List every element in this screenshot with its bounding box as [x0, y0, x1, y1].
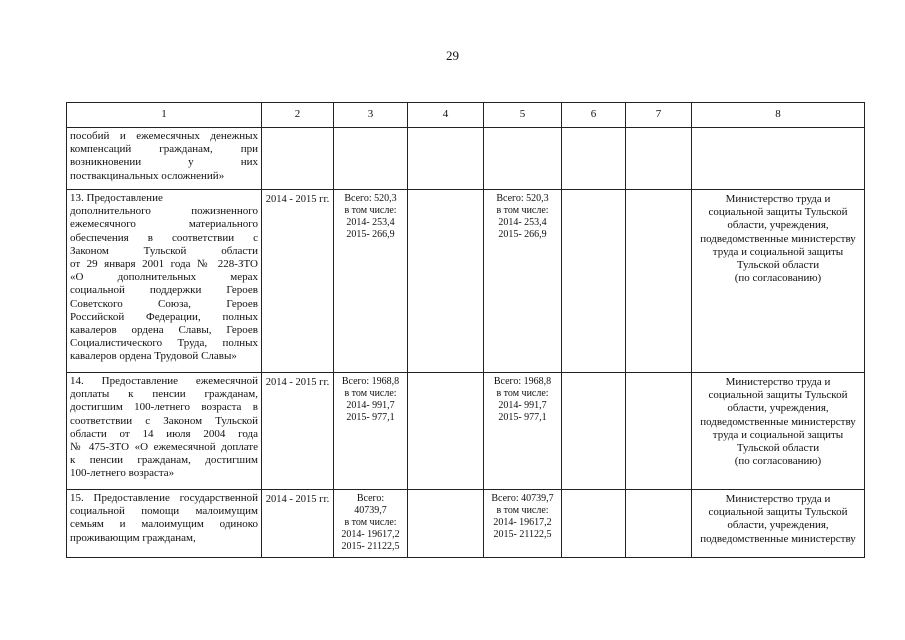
cell-line: Советского Союза, Героев: [70, 297, 258, 310]
cell-line: Министерство труда и: [725, 376, 831, 388]
cell-line: поствакцинальных осложнений»: [70, 169, 225, 182]
cell-line: Всего: 1968,8: [493, 376, 552, 387]
cell-line: доплаты к пенсии гражданам,: [70, 388, 258, 401]
cell-line: в том числе:: [496, 505, 549, 516]
cell-line: ежемесячного материального: [70, 218, 258, 231]
cell-line: социальной защиты Тульской: [708, 389, 848, 402]
cell-line: кавалеров ордена Трудовой Славы»: [70, 350, 237, 363]
funding-other-cell: [626, 490, 692, 558]
header-cell: 5: [484, 103, 562, 128]
cell-line: Всего: 520,3: [496, 193, 549, 204]
cell-line: в том числе:: [344, 517, 397, 528]
cell-line: № 475-ЗТО «О ежемесячной доплате: [70, 441, 258, 454]
cell-line: в том числе:: [344, 205, 397, 216]
cell-line: (по согласованию): [734, 272, 822, 285]
cell-line: Социалистического Труда, полных: [70, 337, 258, 350]
funding-federal-cell: [408, 373, 484, 490]
cell-line: 2014- 991,7: [498, 400, 547, 411]
cell-line: 13. Предоставление: [70, 192, 163, 204]
cell-line: 2015- 977,1: [498, 412, 547, 423]
cell-line: 14. Предоставление ежемесячной: [70, 375, 258, 387]
funding-regional-cell: [484, 373, 562, 490]
cell-line: пособий и ежемесячных денежных: [70, 130, 258, 142]
cell-line: 2015- 21122,5: [341, 541, 400, 552]
header-cell: 3: [334, 103, 408, 128]
measure-description-cell: [67, 190, 262, 373]
funding-other-cell: [626, 373, 692, 490]
cell-line: Российской Федерации, полных: [70, 310, 258, 323]
funding-other-cell: [626, 128, 692, 190]
funding-other-cell: [626, 190, 692, 373]
page-number: 29: [446, 48, 459, 63]
header-cell: 2: [262, 103, 334, 128]
cell-line: 2015- 266,9: [498, 229, 547, 240]
cell-line: «О дополнительных мерах: [70, 271, 258, 284]
cell-line: проживающим гражданам,: [70, 531, 196, 544]
responsible-executor-cell: [692, 190, 865, 373]
header-row: [67, 103, 865, 128]
cell-line: Тульской области: [736, 442, 820, 455]
cell-line: в том числе:: [344, 388, 397, 399]
cell-line: достигшим 100-летнего возраста в: [70, 401, 258, 414]
program-table: [66, 102, 865, 558]
cell-line: (по согласованию): [734, 455, 822, 468]
cell-line: области от 14 июля 2004 года: [70, 427, 258, 440]
cell-line: Всего: 40739,7: [491, 493, 554, 504]
period-cell: [262, 128, 334, 190]
cell-line: 2014- 253,4: [498, 217, 547, 228]
measure-description-cell: [67, 490, 262, 558]
cell-line: 40739,7: [354, 505, 387, 516]
cell-line: социальной помощи малоимущим: [70, 505, 258, 518]
cell-line: в том числе:: [496, 388, 549, 399]
header-cell: 1: [67, 103, 262, 128]
table-row: [67, 490, 865, 558]
header-cell: 7: [626, 103, 692, 128]
cell-line: труда и социальной защиты: [712, 428, 844, 441]
cell-line: Всего: 520,3: [344, 193, 397, 204]
cell-line: области, учреждения,: [727, 219, 829, 232]
cell-line: семьям и малоимущим одиноко: [70, 518, 258, 531]
funding-federal-cell: [408, 128, 484, 190]
cell-line: 2015- 977,1: [346, 412, 395, 423]
funding-total-cell: [334, 373, 408, 490]
period-cell: 2014 - 2015 гг.: [262, 373, 334, 490]
cell-line: 2015- 266,9: [346, 229, 395, 240]
funding-regional-cell: [484, 190, 562, 373]
cell-line: подведомственные министерству: [700, 532, 856, 545]
responsible-executor-cell: [692, 373, 865, 490]
cell-line: Министерство труда и: [725, 193, 831, 205]
header-cell: 8: [692, 103, 865, 128]
cell-line: от 29 января 2001 года № 228-ЗТО: [70, 258, 258, 271]
funding-federal-cell: [408, 190, 484, 373]
cell-line: к пенсии гражданам, достигшим: [70, 454, 258, 467]
funding-local-cell: [562, 128, 626, 190]
period-cell: 2014 - 2015 гг.: [262, 190, 334, 373]
header-cell: 6: [562, 103, 626, 128]
cell-line: 2014- 19617,2: [493, 517, 552, 528]
cell-line: компенсаций гражданам, при: [70, 143, 258, 156]
measure-description-cell: [67, 128, 262, 190]
cell-line: социальной защиты Тульской: [708, 206, 848, 219]
funding-federal-cell: [408, 490, 484, 558]
cell-line: 2014- 253,4: [346, 217, 395, 228]
measure-description-cell: [67, 373, 262, 490]
responsible-executor-cell: [692, 128, 865, 190]
responsible-executor-cell: [692, 490, 865, 558]
cell-line: 15. Предоставление государственной: [70, 492, 258, 504]
cell-line: Законом Тульской области: [70, 244, 258, 257]
cell-line: 100-летнего возраста»: [70, 467, 175, 480]
cell-line: обеспечения в соответствии с: [70, 231, 258, 244]
cell-line: Министерство труда и: [725, 493, 831, 505]
cell-line: подведомственные министерству: [700, 415, 856, 428]
table-row: [67, 190, 865, 373]
cell-line: Всего: 1968,8: [341, 376, 400, 387]
cell-line: труда и социальной защиты: [712, 245, 844, 258]
header-cell: 4: [408, 103, 484, 128]
funding-regional-cell: [484, 490, 562, 558]
cell-line: Тульской области: [736, 259, 820, 272]
cell-line: кавалеров ордена Славы, Героев: [70, 324, 258, 337]
funding-total-cell: [334, 128, 408, 190]
cell-line: дополнительного пожизненного: [70, 205, 258, 218]
funding-local-cell: [562, 373, 626, 490]
funding-regional-cell: [484, 128, 562, 190]
table-row: [67, 128, 865, 190]
table-row: [67, 373, 865, 490]
funding-local-cell: [562, 190, 626, 373]
cell-line: области, учреждения,: [727, 402, 829, 415]
cell-line: социальной поддержки Героев: [70, 284, 258, 297]
period-cell: 2014 - 2015 гг.: [262, 490, 334, 558]
cell-line: области, учреждения,: [727, 519, 829, 532]
funding-total-cell: [334, 490, 408, 558]
cell-line: Всего:: [356, 493, 385, 504]
cell-line: социальной защиты Тульской: [708, 506, 848, 519]
funding-local-cell: [562, 490, 626, 558]
cell-line: 2015- 21122,5: [493, 529, 552, 540]
cell-line: соответствии с Законом Тульской: [70, 414, 258, 427]
cell-line: в том числе:: [496, 205, 549, 216]
funding-total-cell: [334, 190, 408, 373]
cell-line: возникновении у них: [70, 156, 258, 169]
cell-line: 2014- 991,7: [346, 400, 395, 411]
cell-line: подведомственные министерству: [700, 232, 856, 245]
cell-line: 2014- 19617,2: [341, 529, 400, 540]
